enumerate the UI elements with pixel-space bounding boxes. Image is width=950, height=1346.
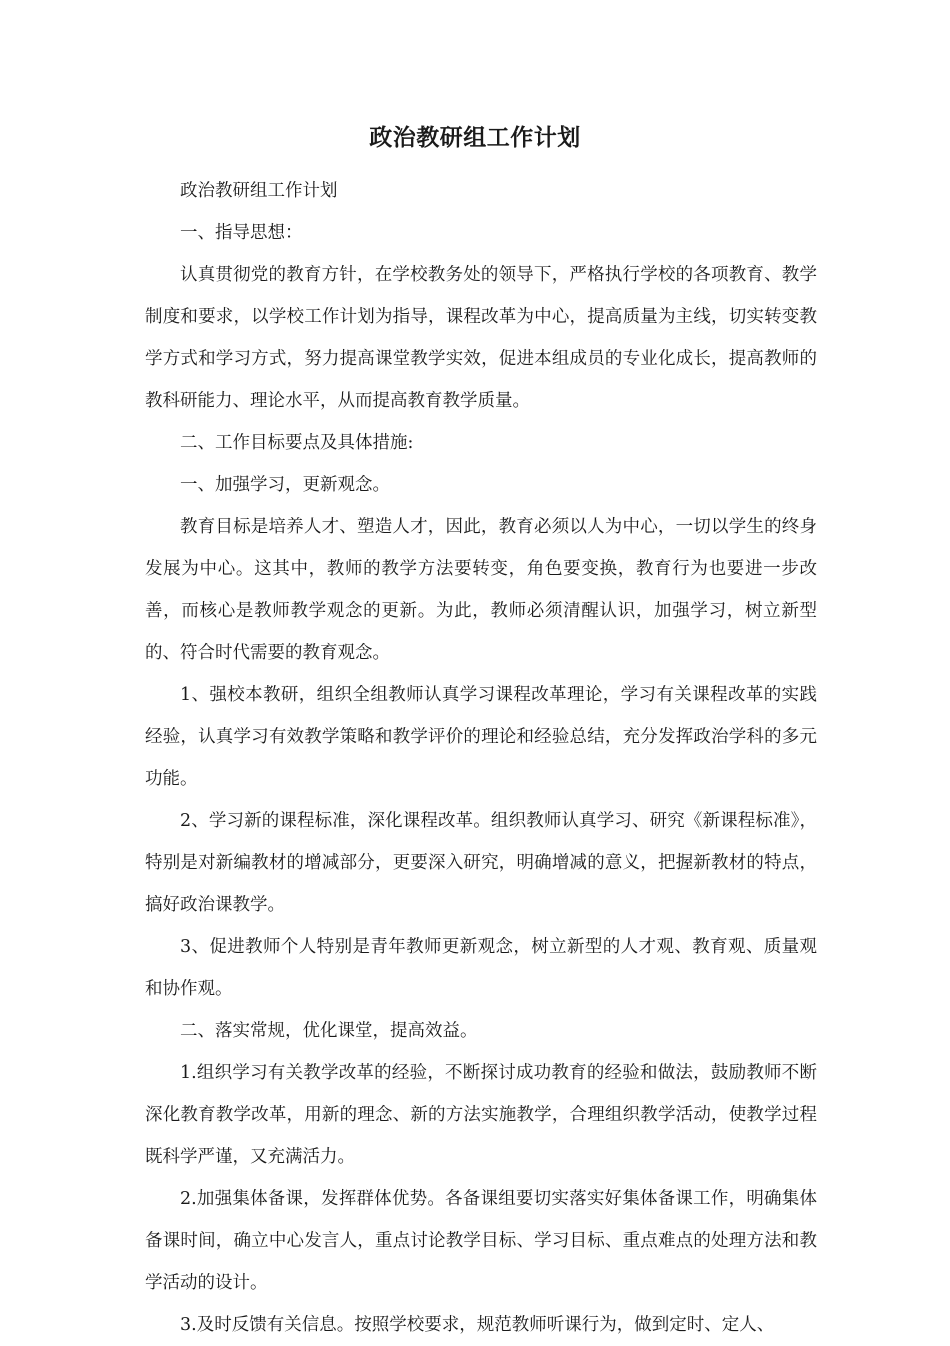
paragraph: 1.组织学习有关教学改革的经验，不断探讨成功教育的经验和做法，鼓励教师不断深化教育教学改革，用新的理念、新的方法实施教学，合理组织教学活动，使教学过程既科学严谨，又充满活力。 <box>145 1063 817 1167</box>
paragraph: 政治教研组工作计划 <box>180 181 338 201</box>
paragraph: 3.及时反馈有关信息。按照学校要求，规范教师听课行为，做到定时、定人、 <box>180 1315 775 1335</box>
document-body <box>145 170 817 1346</box>
paragraph: 认真贯彻党的教育方针，在学校教务处的领导下，严格执行学校的各项教育、教学制度和要求，以学校工作计划为指导，课程改革为中心，提高质量为主线，切实转变教学方式和学习方式，努力提高课堂教学实效，促进本组成员的专业化成长，提高教师的教科研能力、理论水平，从而提高教育教学质量。 <box>145 265 817 411</box>
paragraph: 2、学习新的课程标准，深化课程改革。组织教师认真学习、研究《新课程标准》，特别是对新编教材的增减部分，更要深入研究，明确增减的意义，把握新教材的特点，搞好政治课教学。 <box>145 811 817 915</box>
document-title: 政治教研组工作计划 <box>369 124 581 151</box>
paragraph: 一、指导思想： <box>180 223 303 243</box>
paragraph: 1、强校本教研，组织全组教师认真学习课程改革理论，学习有关课程改革的实践经验，认真学习有效教学策略和教学评价的理论和经验总结，充分发挥政治学科的多元功能。 <box>145 685 817 789</box>
paragraph: 二、工作目标要点及具体措施: <box>180 433 414 453</box>
paragraph: 2.加强集体备课，发挥群体优势。各备课组要切实落实好集体备课工作，明确集体备课时间，确立中心发言人，重点讨论教学目标、学习目标、重点难点的处理方法和教学活动的设计。 <box>145 1189 817 1293</box>
paragraph: 3、促进教师个人特别是青年教师更新观念，树立新型的人才观、教育观、质量观和协作观。 <box>145 937 817 999</box>
paragraph: 教育目标是培养人才、塑造人才，因此，教育必须以人为中心，一切以学生的终身发展为中心。这其中，教师的教学方法要转变，角色要变换，教育行为也要进一步改善，而核心是教师教学观念的更新。为此，教师必须清醒认识，加强学习，树立新型的、符合时代需要的教育观念。 <box>145 517 817 663</box>
paragraph: 一、加强学习，更新观念。 <box>180 475 390 495</box>
paragraph: 二、落实常规，优化课堂，提高效益。 <box>180 1021 478 1041</box>
